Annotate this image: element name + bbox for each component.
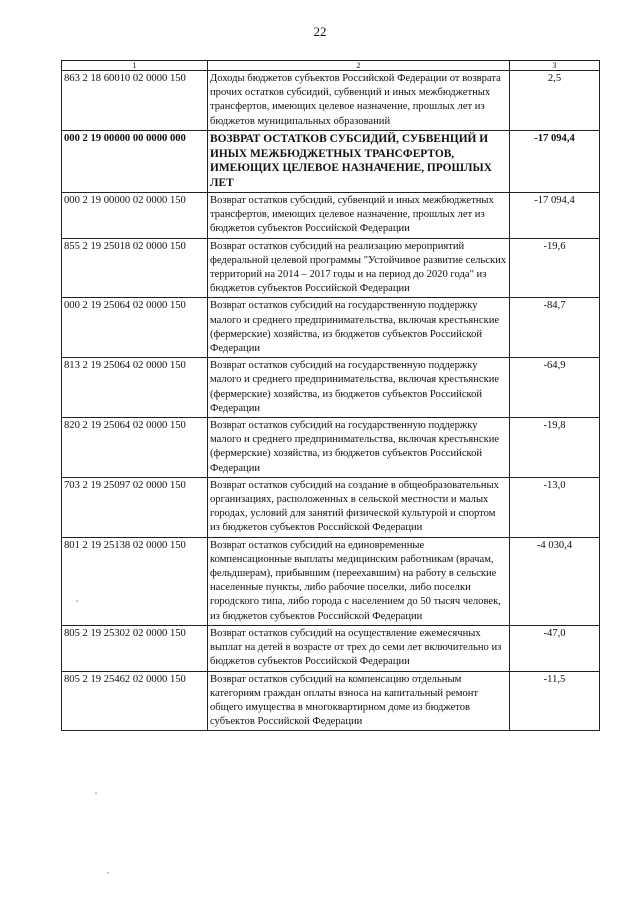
budget-code: 855 2 19 25018 02 0000 150 — [62, 238, 208, 298]
row-name: Возврат остатков субсидий на создание в общеобразовательных организациях, расположенных в сельской местности и малых городах, условий для занятий физической культурой и спортом из бюджетов субъектов Российской Федерации — [208, 477, 510, 537]
page-number: 22 — [313, 24, 327, 39]
row-name: Возврат остатков субсидий на реализацию мероприятий федеральной целевой программы "Устойчивое развитие сельских территорий на 2014 – 2017 годы и на период до 2020 года" из бюджетов субъектов Российской Федерации — [208, 238, 510, 298]
table-row — [62, 477, 600, 537]
scan-speck — [95, 792, 97, 794]
row-amount: -64,9 — [510, 358, 600, 418]
row-name: Возврат остатков субсидий на осуществление ежемесячных выплат на детей в возрасте от трех до семи лет включительно из бюджетов субъектов Российской Федерации — [208, 625, 510, 671]
budget-code: 000 2 19 00000 00 0000 000 — [62, 130, 208, 192]
column-number: 1 — [62, 61, 208, 71]
budget-code: 801 2 19 25138 02 0000 150 — [62, 537, 208, 625]
row-amount: -13,0 — [510, 477, 600, 537]
row-amount: -17 094,4 — [510, 193, 600, 239]
scan-speck — [76, 600, 78, 602]
row-name: Возврат остатков субсидий на государственную поддержку малого и среднего предпринимательства, включая крестьянские (фермерские) хозяйства, из бюджетов субъектов Российской Федерации — [208, 418, 510, 478]
row-name: Доходы бюджетов субъектов Российской Федерации от возврата прочих остатков субсидий, субвенций и иных межбюджетных трансфертов, имеющих целевое назначение, прошлых лет из бюджетов муниципальных образований — [208, 71, 510, 131]
budget-code: 000 2 19 25064 02 0000 150 — [62, 298, 208, 358]
row-amount: -17 094,4 — [510, 130, 600, 192]
row-name: Возврат остатков субсидий на единовременные компенсационные выплаты медицинским работникам (врачам, фельдшерам), прибывшим (переехавшим) на работу в сельские населенные пункты, либо рабочие поселки, либо поселки городского типа, либо города с населением до 50 тысяч человек, из бюджетов субъектов Российской Федерации — [208, 537, 510, 625]
table-row — [62, 298, 600, 358]
table-row — [62, 671, 600, 731]
column-number: 3 — [510, 61, 600, 71]
row-name: Возврат остатков субсидий на компенсацию отдельным категориям граждан оплаты взноса на капитальный ремонт общего имущества в многоквартирном доме из бюджетов субъектов Российской Федерации — [208, 671, 510, 731]
row-amount: -19,6 — [510, 238, 600, 298]
table-row — [62, 193, 600, 239]
budget-code: 820 2 19 25064 02 0000 150 — [62, 418, 208, 478]
table-row — [62, 130, 600, 192]
table-row — [62, 418, 600, 478]
budget-code: 703 2 19 25097 02 0000 150 — [62, 477, 208, 537]
budget-code: 805 2 19 25462 02 0000 150 — [62, 671, 208, 731]
column-number: 2 — [208, 61, 510, 71]
row-amount: -19,8 — [510, 418, 600, 478]
row-amount: -11,5 — [510, 671, 600, 731]
row-amount: -47,0 — [510, 625, 600, 671]
row-name: Возврат остатков субсидий на государственную поддержку малого и среднего предпринимательства, включая крестьянские (фермерские) хозяйства, из бюджетов субъектов Российской Федерации — [208, 298, 510, 358]
row-name: ВОЗВРАТ ОСТАТКОВ СУБСИДИЙ, СУБВЕНЦИЙ И ИНЫХ МЕЖБЮДЖЕТНЫХ ТРАНСФЕРТОВ, ИМЕЮЩИХ ЦЕЛЕВОЕ НАЗНАЧЕНИЕ, ПРОШЛЫХ ЛЕТ — [208, 130, 510, 192]
row-name: Возврат остатков субсидий на государственную поддержку малого и среднего предпринимательства, включая крестьянские (фермерские) хозяйства, из бюджетов субъектов Российской Федерации — [208, 358, 510, 418]
row-amount: -4 030,4 — [510, 537, 600, 625]
table-row — [62, 358, 600, 418]
table-row — [62, 71, 600, 131]
row-amount: 2,5 — [510, 71, 600, 131]
table-row — [62, 238, 600, 298]
table-row — [62, 537, 600, 625]
budget-code: 813 2 19 25064 02 0000 150 — [62, 358, 208, 418]
budget-table — [61, 60, 600, 731]
budget-code: 805 2 19 25302 02 0000 150 — [62, 625, 208, 671]
column-number-row — [62, 61, 600, 71]
scan-speck — [107, 872, 109, 874]
table-row — [62, 625, 600, 671]
budget-code: 000 2 19 00000 02 0000 150 — [62, 193, 208, 239]
row-amount: -84,7 — [510, 298, 600, 358]
budget-code: 863 2 18 60010 02 0000 150 — [62, 71, 208, 131]
row-name: Возврат остатков субсидий, субвенций и иных межбюджетных трансфертов, имеющих целевое назначение, прошлых лет из бюджетов субъектов Российской Федерации — [208, 193, 510, 239]
